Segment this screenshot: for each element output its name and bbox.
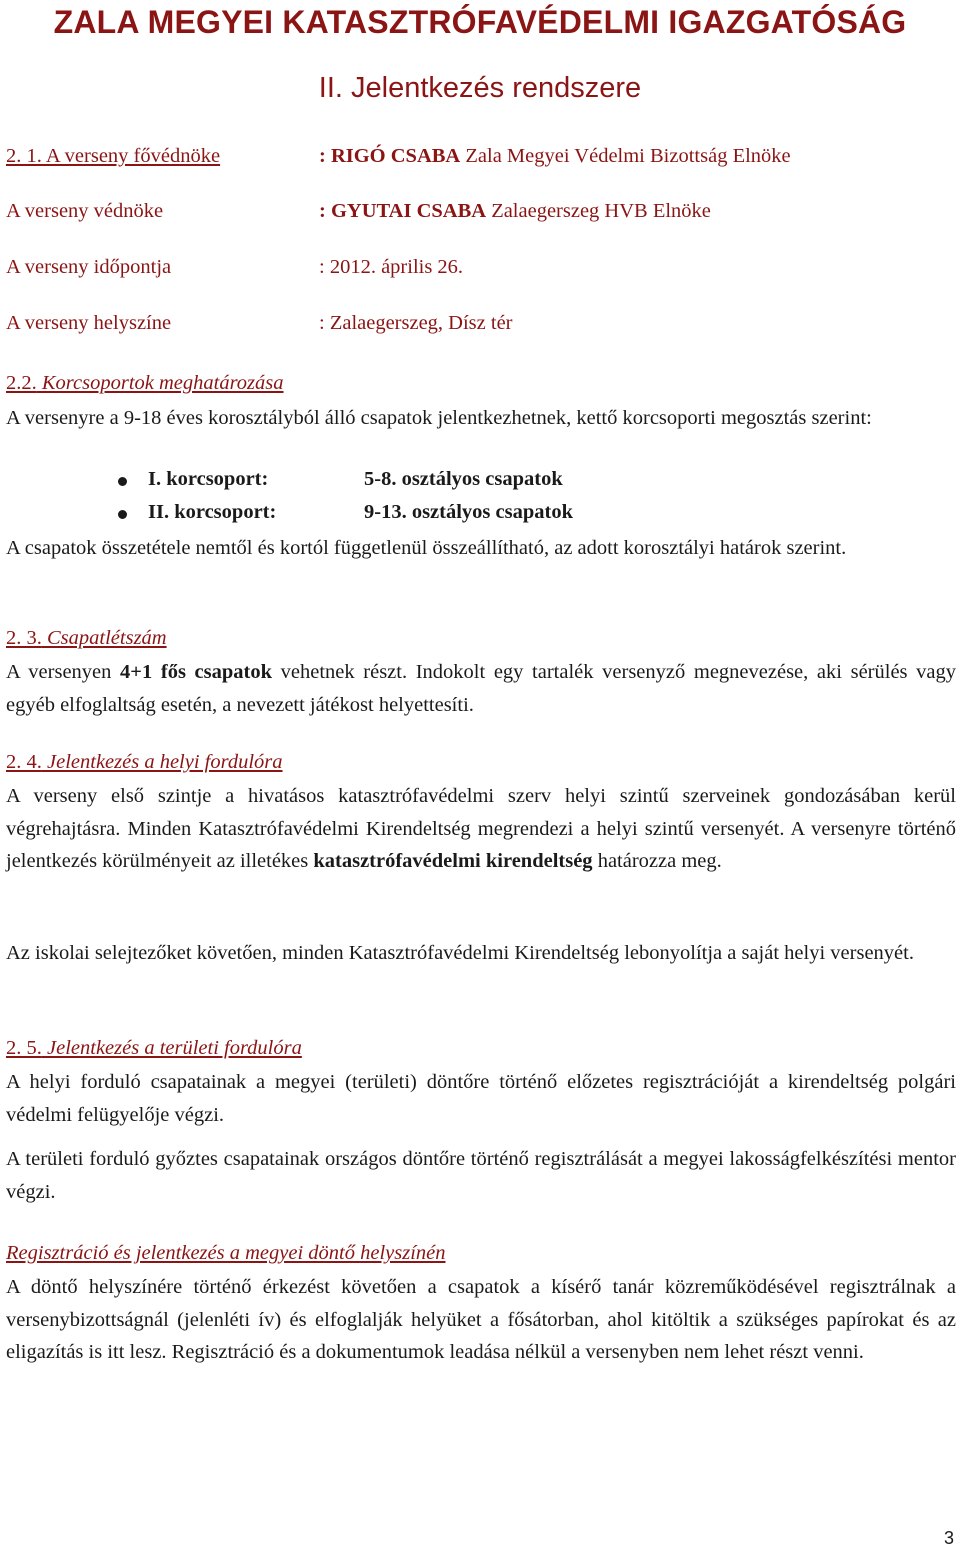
school-qualifiers-paragraph: Az iskolai selejtezőket követően, minden Katasztrófavédelmi Kirendeltség lebonyolítja a saját helyi versenyét. xyxy=(6,942,914,964)
heading-2-4-title: Jelentkezés a helyi fordulóra xyxy=(41,751,283,773)
team-size-bold: 4+1 fős csapatok xyxy=(120,661,273,683)
age-group-label: I. korcsoport: xyxy=(148,468,269,490)
sponsor-value xyxy=(319,200,711,223)
sponsor-title: Zalaegerszeg HVB Elnöke xyxy=(486,200,711,222)
heading-2-3 xyxy=(6,627,167,650)
regional-round-paragraph: A helyi forduló csapatainak a megyei (területi) döntőre történő előzetes regisztrációját a kirendeltség polgári védelmi felügyelője végzi. xyxy=(6,1071,956,1126)
heading-2-5-title: Jelentkezés a területi fordulóra xyxy=(41,1037,302,1059)
heading-2-2-title: Korcsoportok meghatározása xyxy=(36,372,284,394)
patron-value xyxy=(319,145,791,168)
heading-2-4-number: 2. 4. xyxy=(6,751,42,773)
organization-title: ZALA MEGYEI KATASZTRÓFAVÉDELMI IGAZGATÓSÁG xyxy=(53,4,907,40)
bullet-icon xyxy=(118,510,127,519)
heading-2-2 xyxy=(6,372,284,395)
age-group-label: II. korcsoport: xyxy=(148,501,277,523)
team-size-paragraph xyxy=(6,656,956,721)
age-groups-intro: A versenyre a 9-18 éves korosztályból álló csapatok jelentkezhetnek, kettő korcsoporti megosztás szerint: xyxy=(6,407,872,429)
bullet-icon xyxy=(118,477,127,486)
age-group-value: 5-8. osztályos csapatok xyxy=(364,468,563,490)
team-size-text-b: vehetnek részt. Indokolt egy tartalék versenyző megnevezése, aki sérülés vagy egyéb elfoglaltság esetén, a nevezett játékost helyettesíti. xyxy=(6,661,956,716)
local-round-text-b: határozza meg. xyxy=(592,850,722,872)
venue-value: : Zalaegerszeg, Dísz tér xyxy=(319,312,513,334)
heading-2-5-number: 2. 5. xyxy=(6,1037,42,1059)
local-round-paragraph xyxy=(6,780,956,878)
sponsor-name: : GYUTAI CSABA xyxy=(319,200,487,222)
date-value: : 2012. április 26. xyxy=(319,256,464,278)
patron-label: 2. 1. A verseny fővédnöke xyxy=(6,145,221,167)
sponsor-label: A verseny védnöke xyxy=(6,200,164,222)
heading-2-4 xyxy=(6,751,283,774)
local-round-bold: katasztrófavédelmi kirendeltség xyxy=(313,850,593,872)
heading-2-5 xyxy=(6,1037,302,1060)
local-round-text-a: A verseny első szintje a hivatásos katasztrófavédelmi szerv helyi szintű szerveinek gondozásában kerül végrehajtásra. Minden Katasztrófavédelmi Kirendeltség megrendezi a helyi szintű versenyét. A versenyre történő jelentkezés körülményeit az illetékes xyxy=(6,785,956,872)
age-group-value: 9-13. osztályos csapatok xyxy=(364,501,573,523)
section-title: II. Jelentkezés rendszere xyxy=(318,72,642,104)
heading-2-3-number: 2. 3. xyxy=(6,627,42,649)
date-label: A verseny időpontja xyxy=(6,256,172,278)
patron-name: : RIGÓ CSABA xyxy=(319,145,461,167)
registration-paragraph: A döntő helyszínére történő érkezést követően a csapatok a kísérő tanár közreműködésével regisztrálnak a versenybizottságnál (jelenléti ív) és elfoglalják helyüket a fősátorban, ahol kitöltik a szükséges papírokat és az eligazítás is itt lesz. Regisztráció és a dokumentumok leadása nélkül a versenyben nem lehet részt venni. xyxy=(6,1276,956,1363)
heading-2-2-number: 2.2. xyxy=(6,372,37,394)
page-number: 3 xyxy=(943,1528,954,1548)
heading-2-3-title: Csapatlétszám xyxy=(41,627,167,649)
team-composition-note: A csapatok összetétele nemtől és kortól függetlenül összeállítható, az adott korosztályi határok szerint. xyxy=(6,537,847,559)
heading-registration: Regisztráció és jelentkezés a megyei döntő helyszínén xyxy=(6,1242,446,1264)
patron-title: Zala Megyei Védelmi Bizottság Elnöke xyxy=(460,145,791,167)
venue-label: A verseny helyszíne xyxy=(6,312,172,334)
team-size-text-a: A versenyen xyxy=(6,661,121,683)
national-registration-paragraph: A területi forduló győztes csapatainak országos döntőre történő regisztrálását a megyei lakosságfelkészítési mentor végzi. xyxy=(6,1148,956,1203)
